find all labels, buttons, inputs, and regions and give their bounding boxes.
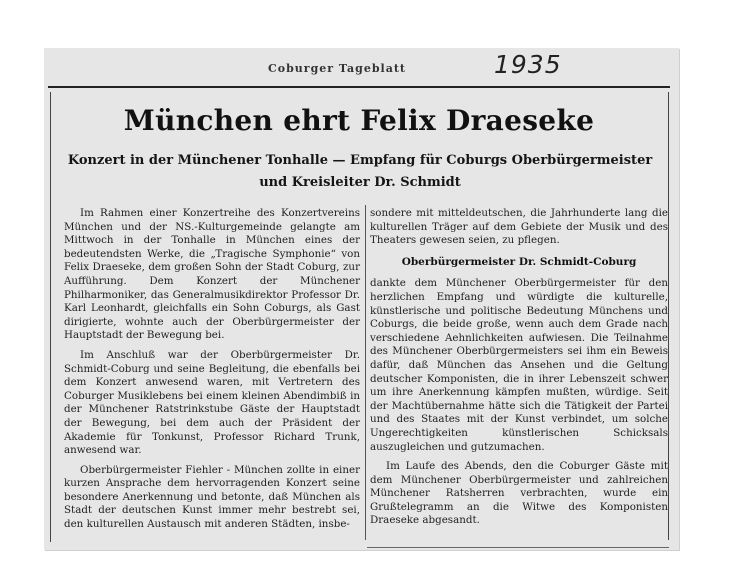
column-divider <box>365 205 366 540</box>
left-paragraph-2: Im Anschluß war der Oberbürgermeister Dr. Schmidt-Coburg und seine Begleitung, die ebenfalls bei dem Konzert anwesend waren, mit Vertretern des Coburger Musiklebens bei einem kleinen Abendimbiß in der Münchener Ratstrinkstube Gäste der Hauptstadt der Bewegung, bei dem auch der Präsident der Akademie für Tonkunst, Professor Richard Trunk, anwesend war. <box>64 348 360 457</box>
column-bottom-rule <box>367 547 669 548</box>
masthead-rule <box>48 86 670 88</box>
handwritten-year: 1935 <box>494 50 562 79</box>
article-headline: München ehrt Felix Draeseke <box>123 104 595 137</box>
right-paragraph-2: Im Laufe des Abends, den die Coburger Gäste mit dem Münchener Oberbürgermeister und zahlreichen Münchener Ratsherren verbrachten, wurde ein Grußtelegramm an die Witwe des Komponisten Draeseke abgesandt. <box>370 460 668 527</box>
subheadline-line-2: und Kreisleiter Dr. Schmidt <box>259 175 461 190</box>
left-paragraph-3: Oberbürgermeister Fiehler - München zollte in einer kurzen Ansprache dem hervorragenden Konzert seine besondere Anerkennung und betonte, daß München als Stadt der deutschen Kunst immer mehr bestrebt sei, den kulturellen Austausch mit anderen Städten, insbe- <box>64 463 360 531</box>
article-column-left <box>64 207 360 532</box>
subheadline-line-1: Konzert in der Münchener Tonhalle — Empfang für Coburgs Oberbürgermeister <box>67 153 653 168</box>
right-paragraph-intro: sondere mit mitteldeutschen, die Jahrhunderte lang die kulturellen Träger auf dem Gebiete der Musik und des Theaters gewesen seien, zu pflegen. <box>370 207 668 247</box>
newspaper-masthead: Coburger Tageblatt <box>268 62 407 75</box>
article-column-right <box>370 207 668 528</box>
right-paragraph-1: dankte dem Münchener Oberbürgermeister für den herzlichen Empfang und würdigte die kulturelle, künstlerische und politische Bedeutung Münchens und Coburgs, die beide große, wenn auch dem Grade nach verschiedene Aehnlichkeiten aufwiesen. Die Teilnahme des Münchener Oberbürgermeisters sei ihm ein Beweis dafür, daß München das Ansehen und die Geltung deutscher Komponisten, die in ihrer Lebenszeit schwer um ihre Anerkennung kämpfen mußten, würdige. Seit der Machtübernahme hätte sich die Tätigkeit der Partei und des Staates mit der Kunst verbindet, um solche Ungerechtigkeiten künstlerischen Schicksals auszugleichen und gutzumachen. <box>370 277 668 453</box>
frame-left-rule <box>50 92 51 542</box>
left-paragraph-1: Im Rahmen einer Konzertreihe des Konzertvereins München und der NS.-Kulturgemeinde gelangte am Mittwoch in der Tonhalle in München eines der bedeutendsten Werke, die „Tragische Symphonie“ von Felix Draeseke, dem großen Sohn der Stadt Coburg, zur Aufführung. Dem Konzert der Münchener Philharmoniker, das Generalmusikdirektor Professor Dr. Karl Leonhardt, gleichfalls ein Sohn Coburgs, als Gast dirigierte, wohnte auch der Oberbürgermeister der Hauptstadt der Bewegung bei. <box>64 207 360 342</box>
right-column-heading: Oberbürgermeister Dr. Schmidt-Coburg <box>401 255 637 268</box>
frame-right-rule <box>668 92 669 540</box>
article-subheadline <box>60 150 660 194</box>
